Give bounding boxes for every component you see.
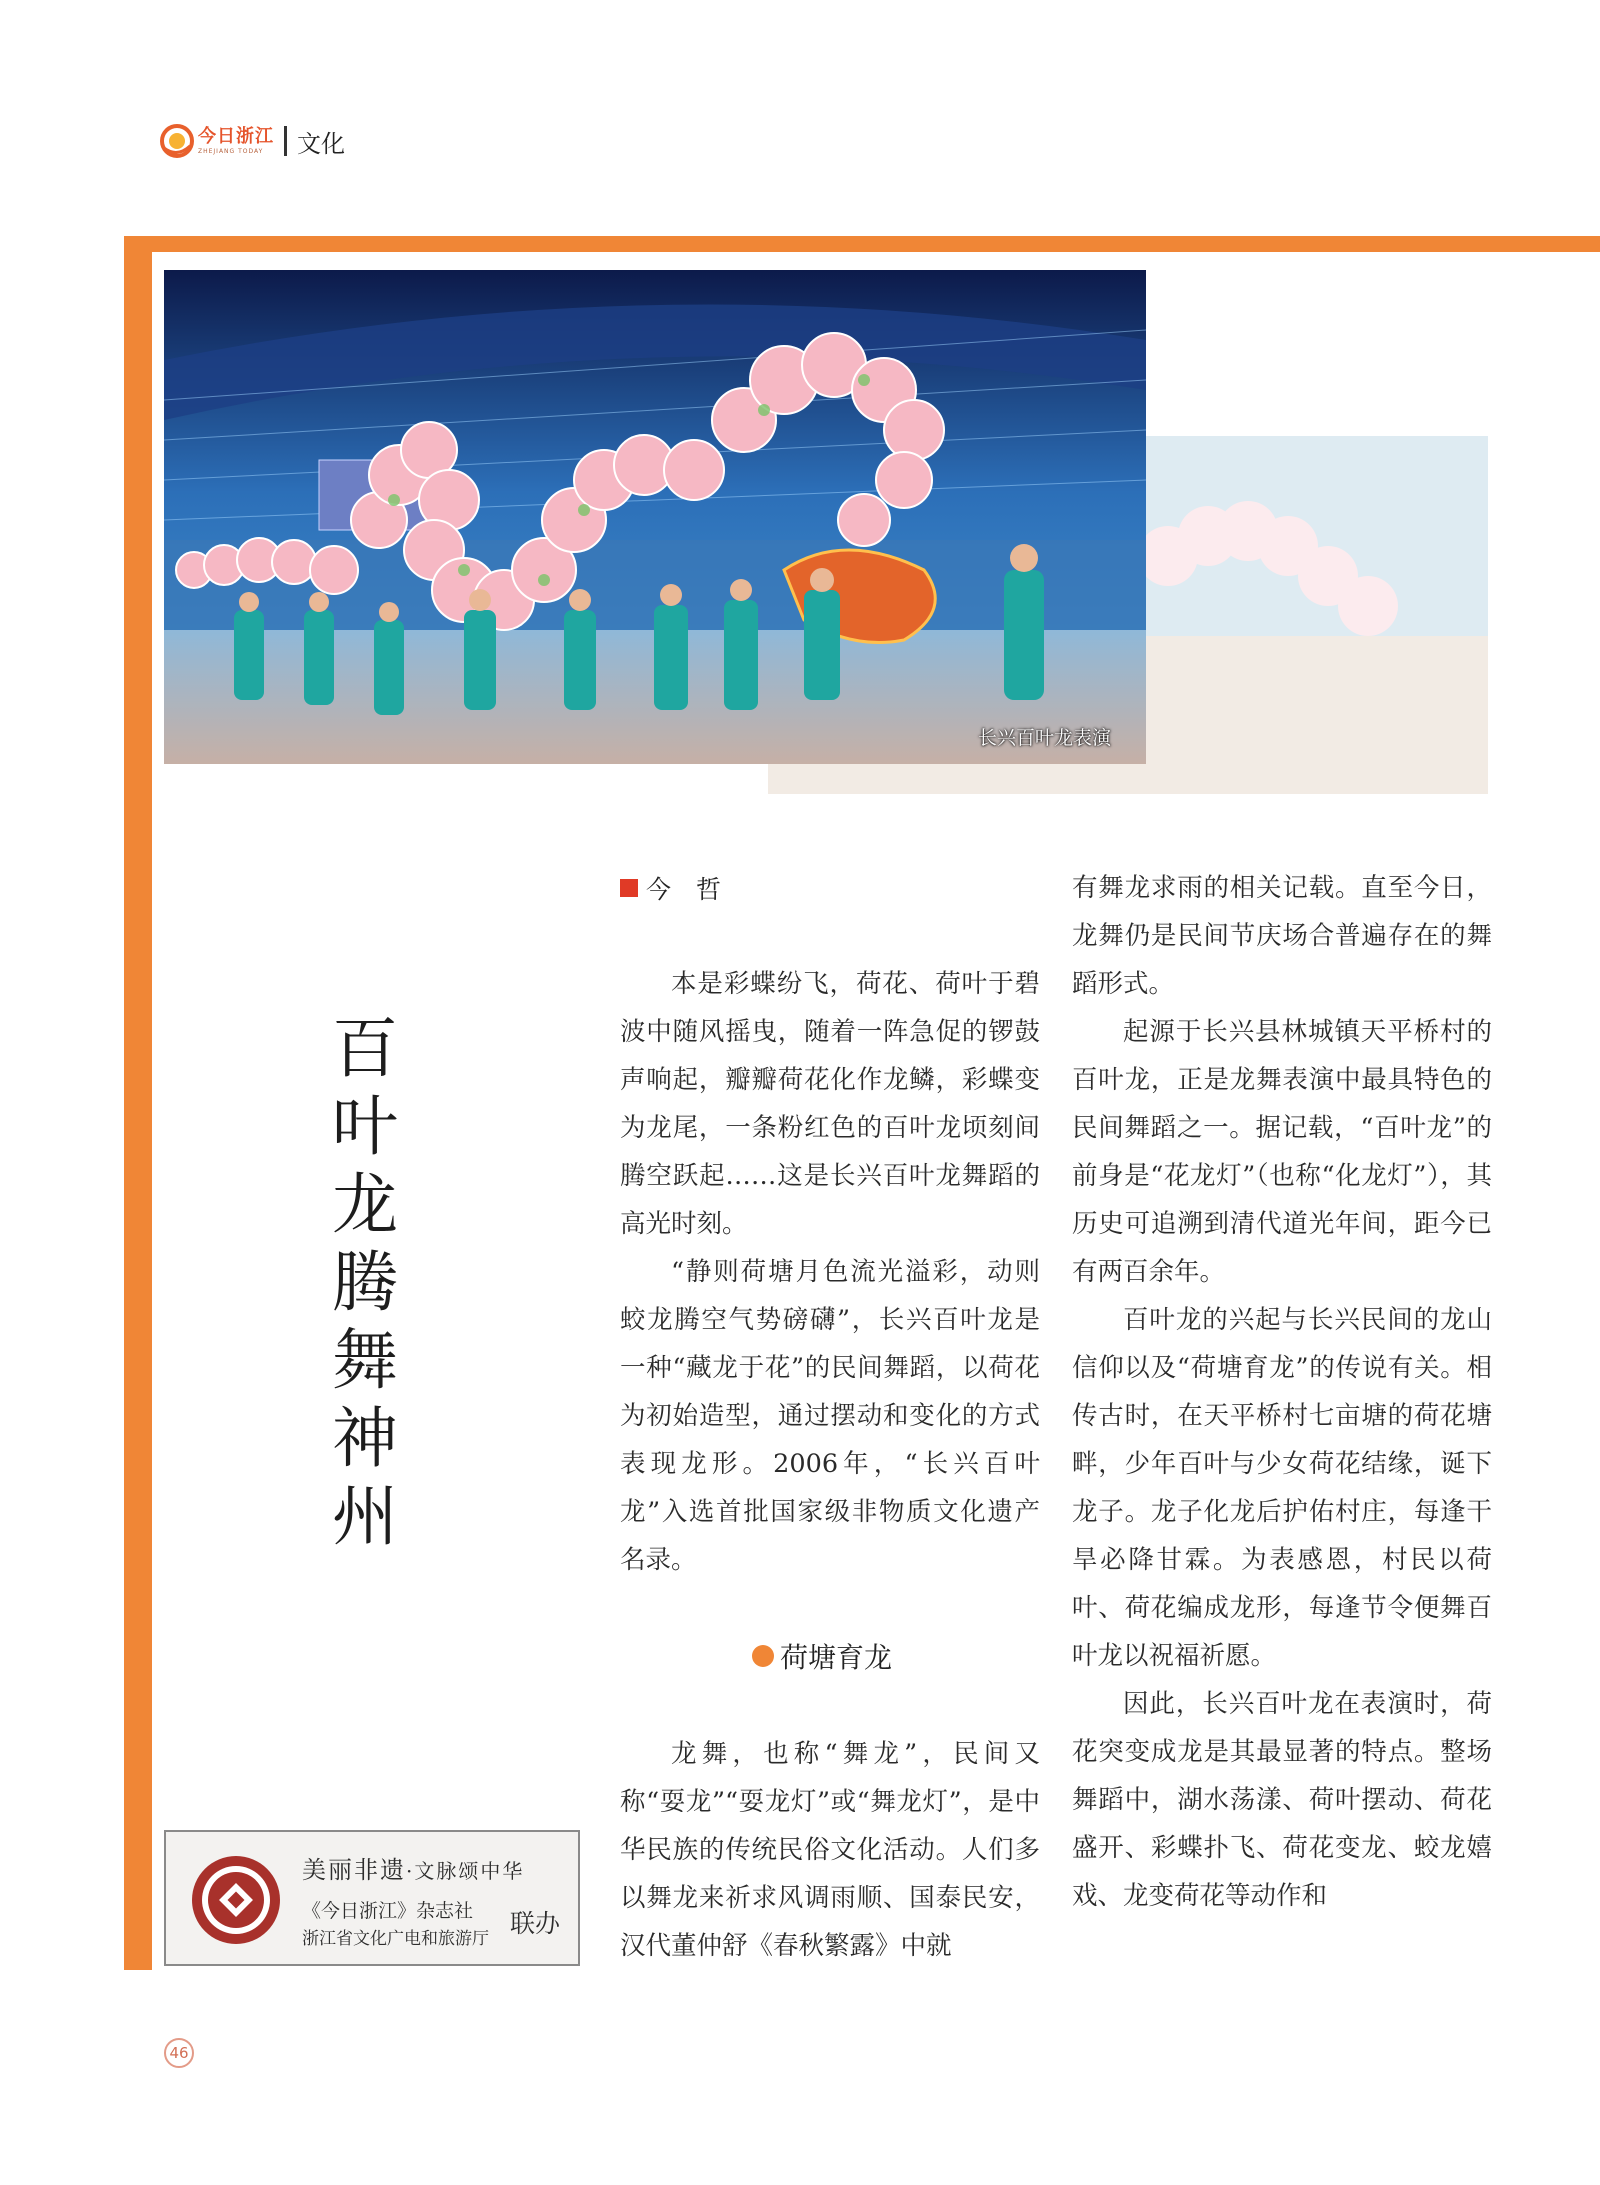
section-name: 文化 [297, 129, 345, 158]
logo-english: ZHEJIANG TODAY [198, 147, 264, 155]
author-name: 今 哲 [646, 875, 722, 904]
title-char: 腾 [332, 1244, 398, 1321]
badge-slogan [302, 1850, 524, 1885]
paragraph: 起源于长兴县林城镇天平桥村的百叶龙，正是龙舞表演中最具特色的民间舞蹈之一。据记载，“百叶龙”的前身是“花龙灯”（也称“化龙灯”），其历史可追溯到清代道光年间，距今已有两百余年。 [1072, 1017, 1492, 1287]
subhead-text: 荷塘育龙 [780, 1641, 893, 1674]
body-column-left [620, 960, 1040, 1584]
paragraph: 本是彩蝶纷飞，荷花、荷叶于碧波中随风摇曳，随着一阵急促的锣鼓声响起，瓣瓣荷花化作龙鳞，彩蝶变为龙尾，一条粉红色的百叶龙顷刻间腾空跃起……这是长兴百叶龙舞蹈的高光时刻。 [620, 969, 1040, 1239]
title-char: 神 [332, 1400, 398, 1477]
orange-dot-icon [752, 1645, 774, 1667]
magazine-header [160, 120, 345, 162]
paragraph: “静则荷塘月色流光溢彩，动则蛟龙腾空气势磅礴”，长兴百叶龙是一种“藏龙于花”的民间舞蹈，以荷花为初始造型，通过摆动和变化的方式表现龙形。2006年，“长兴百叶龙”入选首批国家级非物质文化遗产名录。 [620, 1257, 1040, 1575]
logo-chinese: 今日浙江 [198, 125, 274, 147]
title-char: 叶 [332, 1088, 398, 1165]
article-title [300, 1010, 430, 1556]
dragon-dance-photo [164, 270, 1146, 764]
body-column-right [1072, 864, 1492, 1920]
heritage-seal-icon [190, 1854, 282, 1946]
badge-joint-label: 联办 [510, 1909, 561, 1938]
title-char: 州 [332, 1478, 398, 1555]
magazine-logo-icon [160, 124, 194, 158]
section-subhead [752, 1636, 892, 1676]
paragraph: 龙舞，也称“舞龙”，民间又称“耍龙”“耍龙灯”或“舞龙灯”，是中华民族的传统民俗文化活动。人们多以舞龙来祈求风调雨顺、国泰民安，汉代董仲舒《春秋繁露》中就 [620, 1739, 1040, 1961]
badge-organizer-1: 《今日浙江》杂志社 [302, 1900, 474, 1922]
title-char: 舞 [332, 1322, 398, 1399]
series-badge [164, 1830, 580, 1966]
title-char: 龙 [332, 1166, 398, 1243]
author-byline [620, 870, 721, 906]
badge-slogan-main: 美丽非遗 [302, 1856, 406, 1884]
title-char: 百 [332, 1010, 398, 1087]
red-square-icon [620, 879, 638, 897]
paragraph: 有舞龙求雨的相关记载。直至今日，龙舞仍是民间节庆场合普遍存在的舞蹈形式。 [1072, 873, 1492, 999]
paragraph: 百叶龙的兴起与长兴民间的龙山信仰以及“荷塘育龙”的传说有关。相传古时，在天平桥村七亩塘的荷花塘畔，少年百叶与少女荷花结缘，诞下龙子。龙子化龙后护佑村庄，每逢干旱必降甘霖。为表感恩，村民以荷叶、荷花编成龙形，每逢节令便舞百叶龙以祝福祈愿。 [1072, 1305, 1492, 1671]
header-divider [284, 126, 287, 156]
paragraph: 因此，长兴百叶龙在表演时，荷花突变成龙是其最显著的特点。整场舞蹈中，湖水荡漾、荷叶摆动、荷花盛开、彩蝶扑飞、荷花变龙、蛟龙嬉戏、龙变荷花等动作和 [1072, 1689, 1492, 1911]
magazine-logo-text [198, 125, 274, 155]
photo-caption: 长兴百叶龙表演 [978, 727, 1112, 749]
orange-frame-left [124, 236, 152, 1970]
body-column-left-continued [620, 1730, 1040, 1970]
badge-slogan-sub: ·文脉颂中华 [406, 1859, 525, 1883]
orange-frame-top [124, 236, 1600, 252]
badge-organizer-2: 浙江省文化广电和旅游厅 [302, 1929, 489, 1949]
page-number: 46 [164, 2038, 194, 2068]
